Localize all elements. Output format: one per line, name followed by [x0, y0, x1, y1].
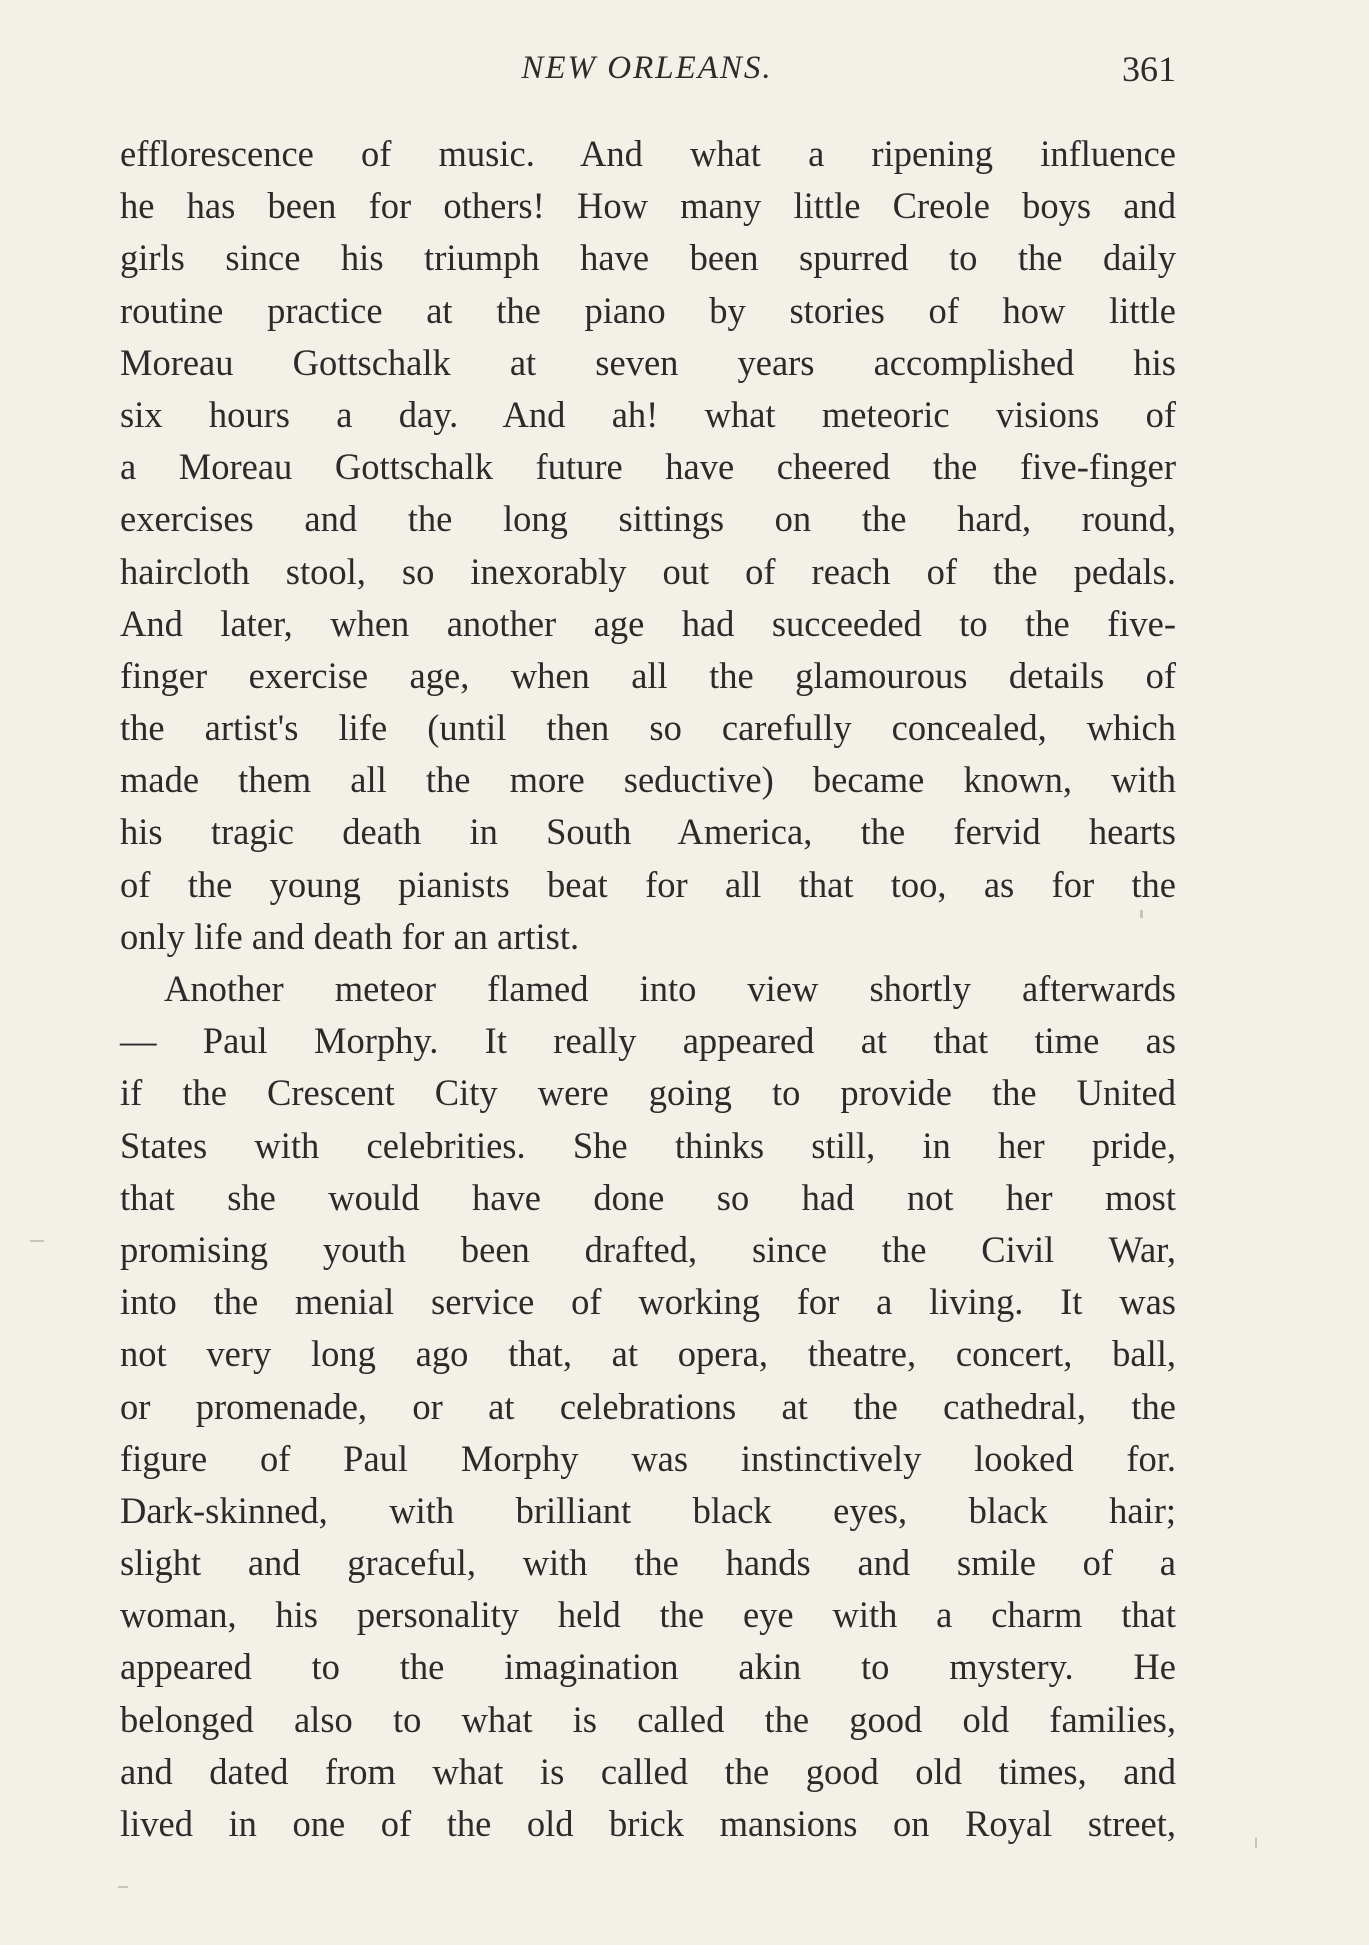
text-line: haircloth stool, so inexorably out of reach of the pedals.	[120, 550, 1176, 592]
text-line: belonged also to what is called the good old families,	[120, 1698, 1176, 1740]
text-line: Another meteor flamed into view shortly afterwards	[164, 968, 1176, 1009]
text-line: — Paul Morphy. It really appeared at that time as	[120, 1020, 1176, 1062]
text-line: And later, when another age had succeeded to the five-	[120, 602, 1176, 644]
text-line: lived in one of the old brick mansions on Royal street,	[120, 1803, 1176, 1844]
text-line: or promenade, or at celebrations at the cathedral, the	[120, 1385, 1176, 1427]
text-line: exercises and the long sittings on the hard, round,	[120, 498, 1176, 540]
body-text	[120, 128, 1176, 1850]
text-line: that she would have done so had not her most	[120, 1176, 1176, 1218]
text-line: his tragic death in South America, the fervid hearts	[120, 811, 1176, 853]
text-line: and dated from what is called the good old times, and	[120, 1750, 1176, 1792]
page-number: 361	[1122, 49, 1176, 89]
paper-speck	[1255, 1838, 1257, 1848]
text-line: if the Crescent City were going to provide the United	[120, 1072, 1176, 1114]
text-line: made them all the more seductive) became known, with	[120, 759, 1176, 801]
text-line: not very long ago that, at opera, theatre, concert, ball,	[120, 1333, 1176, 1375]
text-line: States with celebrities. She thinks still, in her pride,	[120, 1124, 1176, 1166]
text-line: routine practice at the piano by stories of how little	[120, 289, 1176, 331]
text-line: into the menial service of working for a living. It was	[120, 1281, 1176, 1323]
text-line: efflorescence of music. And what a ripening influence	[120, 133, 1176, 174]
paper-speck	[118, 1886, 128, 1888]
text-line: finger exercise age, when all the glamourous details of	[120, 654, 1176, 696]
text-line: figure of Paul Morphy was instinctively looked for.	[120, 1437, 1176, 1479]
text-line: six hours a day. And ah! what meteoric visions of	[120, 393, 1176, 435]
text-line: he has been for others! How many little Creole boys and	[120, 185, 1176, 227]
text-line: only life and death for an artist.	[120, 915, 580, 957]
text-line: appeared to the imagination akin to mystery. He	[120, 1646, 1176, 1688]
paper-speck	[1140, 910, 1143, 918]
text-line: slight and graceful, with the hands and smile of a	[120, 1542, 1176, 1584]
text-line: Dark-skinned, with brilliant black eyes, black hair;	[120, 1489, 1176, 1531]
text-line: a Moreau Gottschalk future have cheered the five-finger	[120, 446, 1176, 488]
running-title: NEW ORLEANS.	[521, 50, 773, 86]
text-line: the artist's life (until then so carefully concealed, which	[120, 707, 1176, 749]
text-line: girls since his triumph have been spurred to the daily	[120, 237, 1176, 279]
text-line: promising youth been drafted, since the Civil War,	[120, 1228, 1176, 1270]
paper-speck	[30, 1240, 44, 1242]
text-line: of the young pianists beat for all that too, as for the	[120, 863, 1176, 905]
running-head	[118, 42, 1176, 98]
text-line: Moreau Gottschalk at seven years accomplished his	[120, 341, 1176, 383]
text-line: woman, his personality held the eye with a charm that	[120, 1594, 1176, 1636]
